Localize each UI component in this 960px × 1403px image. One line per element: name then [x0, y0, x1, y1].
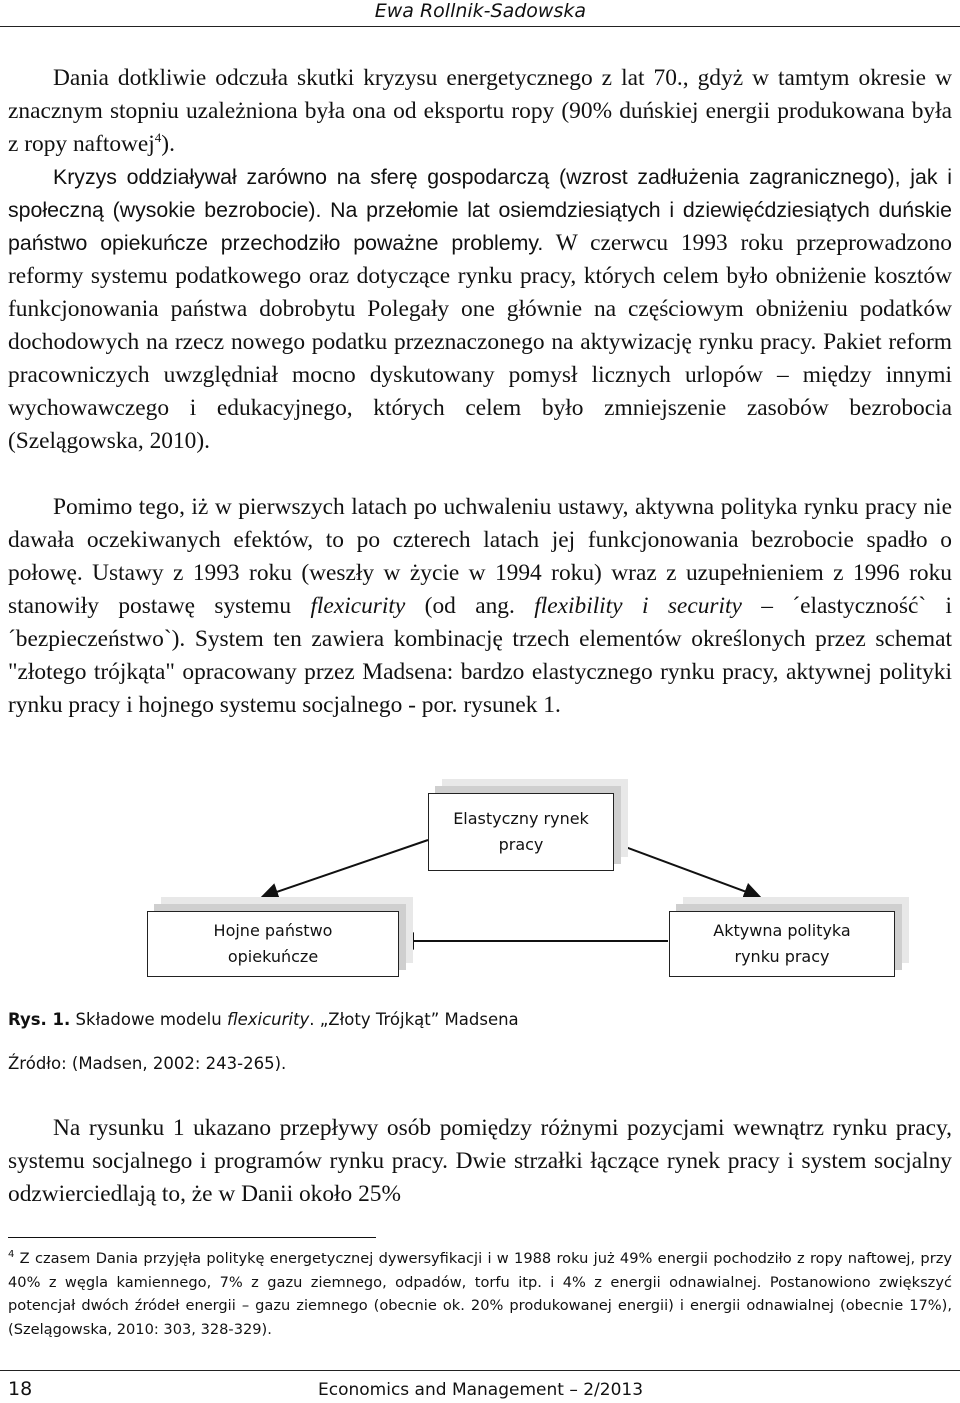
paragraph-1: Dania dotkliwie odczuła skutki kryzysu energetycznego z lat 70., gdyż w tamtym okresie w znacznym stopniu uzależniona była ona od eksportu ropy (90% duńskiej energii produkowana była z ropy naftowej$^4$). [8, 65, 952, 157]
paragraph-4: Na rysunku 1 ukazano przepływy osób pomiędzy różnymi pozycjami wewnątrz rynku pracy, systemu socjalnego i programów rynku pracy. Dwie strzałki łączące rynek pracy i system socjalny odzwierciedlają to, że w Danii około 25% [8, 1115, 952, 1207]
footnote-ref-4: 4 [154, 130, 162, 146]
footnote-4: $^4$ Z czasem Dania przyjęła politykę energetycznej dywersyfikacji i w 1988 roku już 49% energii pochodziło z ropy naftowej, przy 40% z węgla kamiennego, 7% z gazu ziemnego, odpadów, torfu itp. i 4% z energii odnawialnej. Postanowiono zwiększyć potencjał dwóch źródeł energii – gazu ziemnego (obecnie ok. 20% produkowanej energii) i energii odnawialnej (obecnie 17%), (Szelągowska, 2010: 303, 328-329). [8, 1249, 952, 1338]
paragraph-2: Kryzys oddziaływał zarówno na sferę gospodarczą (wzrost zadłużenia zagranicznego), jak i społeczną (wysokie bezrobocie). Na przełomie lat osiemdziesiątych i dziewięćdziesiątych duńskie państwo opiekuńcze przechodziło poważne problemy. W czerwcu 1993 roku przeprowadzono reformy systemu podatkowego oraz dotyczące rynku pracy, których celem było obniżenie kosztów funkcjonowania państwa dobrobytu Polegały one głównie na częściowym obniżeniu podatków dochodowych na rzecz nowego podatku przeznaczonego na aktywizację rynku pracy. Pakiet reform pracowniczych uwzględniał mocno dyskutowany pomysł licznych urlopów – między innymi wychowawczego i edukacyjnego, których celem było zmniejszenie zasobów bezrobocia (Szelągowska, 2010). [8, 165, 952, 454]
paragraph-3: Pomimo tego, iż w pierwszych latach po uchwaleniu ustawy, aktywna polityka rynku pracy nie dawała oczekiwanych efektów, to po czterech latach jej funkcjonowania bezrobocie spadło o połowę. Ustawy z 1993 roku (weszły w życie w 1994 roku) wraz z uzupełnieniem z 1996 roku stanowiły postawę systemu flexicurity (od ang. flexibility i security – ´elastyczność` i ´bezpieczeństwo`). System ten zawiera kombinację trzech elementów określonych przez schemat "złotego trójkąta" opracowany przez Madsena: bardzo elastycznego rynku pracy, aktywnej polityki rynku pracy i hojnego systemu socjalnego - por. rysunek 1. [8, 494, 953, 718]
box-active-labour-market-policy: Aktywna polityka rynku pracy [669, 911, 895, 977]
box-generous-welfare-state: Hojne państwo opiekuńcze [147, 911, 399, 977]
footnote-rule [8, 1237, 376, 1238]
arrow-market-to-active-policy [612, 842, 760, 897]
figure-caption: Rys. 1. Składowe modelu flexicurity. „Złoty Trójkąt” Madsena [8, 1010, 519, 1029]
figure-source: Źródło: (Madsen, 2002: 243-265). [8, 1054, 287, 1073]
arrow-market-to-welfare [262, 840, 428, 897]
body-text-block-1 [8, 62, 952, 458]
footer-rule [0, 1370, 960, 1371]
page-number: 18 [8, 1378, 33, 1400]
body-text-block-2 [8, 491, 952, 722]
running-header-author: Ewa Rollnik-Sadowska [374, 0, 586, 22]
header-rule [0, 26, 960, 27]
body-text-block-3 [8, 1112, 952, 1211]
box-flexible-labour-market: Elastyczny rynek pracy [428, 793, 614, 871]
golden-triangle-diagram [0, 770, 960, 990]
journal-title: Economics and Management – 2/2013 [318, 1380, 644, 1400]
